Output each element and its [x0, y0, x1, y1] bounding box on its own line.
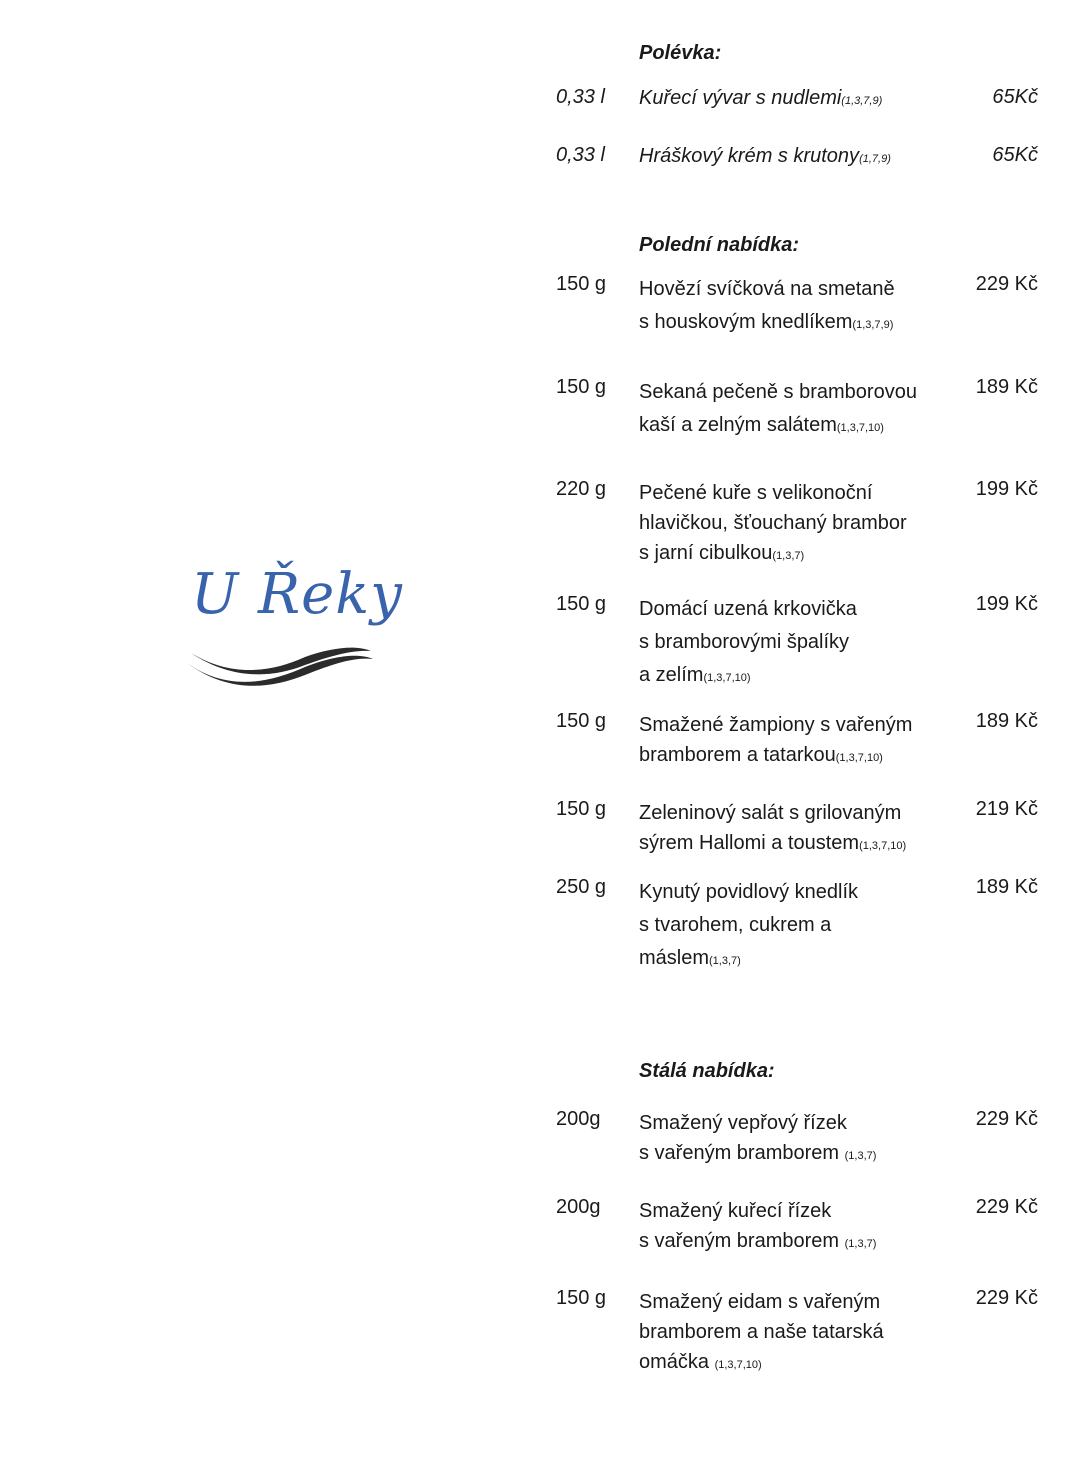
item-allergens: (1,3,7) — [844, 1150, 877, 1162]
restaurant-logo — [185, 560, 403, 700]
item-price: 189 Kč — [975, 876, 1038, 898]
item-name: Smažený kuřecí řízek s vařeným bramborem (1,3,7) — [639, 1200, 877, 1252]
logo-text: U Řeky — [191, 562, 403, 627]
item-allergens: (1,3,7,10) — [703, 672, 751, 684]
item-allergens: (1,3,7) — [772, 550, 805, 562]
item-allergens: (1,3,7,9) — [841, 95, 883, 107]
item-quantity: 200g — [556, 1196, 601, 1218]
wave-icon — [185, 645, 375, 695]
lunch-section-title: Polední nabídka: — [639, 234, 800, 256]
item-name: Hovězí svíčková na smetaně s houskovým knedlíkem(1,3,7,9) — [639, 278, 895, 333]
item-allergens: (1,3,7,9) — [852, 319, 894, 331]
item-allergens: (1,3,7,10) — [836, 422, 884, 434]
item-price: 229 Kč — [975, 273, 1038, 295]
item-quantity: 200g — [556, 1108, 601, 1130]
item-price: 189 Kč — [975, 710, 1038, 732]
item-allergens: (1,3,7) — [844, 1238, 877, 1250]
item-name: Kynutý povidlový knedlík s tvarohem, cukrem a máslem(1,3,7) — [639, 881, 859, 969]
item-quantity: 0,33 l — [556, 144, 605, 166]
item-allergens: (1,3,7) — [709, 955, 741, 967]
item-name: Pečené kuře s velikonoční hlavičkou, šťouchaný brambor s jarní cibulkou(1,3,7) — [639, 482, 907, 564]
soup-section-title: Polévka: — [639, 42, 722, 64]
item-quantity: 0,33 l — [556, 86, 605, 108]
item-quantity: 220 g — [556, 478, 607, 500]
item-quantity: 150 g — [556, 593, 607, 615]
item-price: 229 Kč — [975, 1108, 1038, 1130]
item-quantity: 150 g — [556, 710, 607, 732]
item-allergens: (1,3,7,10) — [714, 1359, 762, 1371]
item-quantity: 150 g — [556, 798, 607, 820]
item-price: 65Kč — [992, 86, 1038, 108]
item-price: 229 Kč — [975, 1287, 1038, 1309]
item-price: 229 Kč — [975, 1196, 1038, 1218]
item-allergens: (1,7,9) — [859, 153, 891, 165]
item-quantity: 250 g — [556, 876, 607, 898]
item-allergens: (1,3,7,10) — [859, 840, 907, 852]
item-name: Sekaná pečeně s bramborovou kaší a zelným salátem(1,3,7,10) — [639, 381, 917, 436]
item-name: Hráškový krém s krutony(1,7,9) — [639, 145, 891, 167]
item-price: 65Kč — [992, 144, 1038, 166]
item-name: Domácí uzená krkovička s bramborovými špalíky a zelím(1,3,7,10) — [639, 598, 857, 686]
item-price: 199 Kč — [975, 593, 1038, 615]
standard-section-title: Stálá nabídka: — [639, 1060, 775, 1082]
item-name: Smažený vepřový řízek s vařeným bramborem (1,3,7) — [639, 1112, 877, 1164]
item-quantity: 150 g — [556, 376, 607, 398]
item-quantity: 150 g — [556, 1287, 607, 1309]
item-name: Kuřecí vývar s nudlemi(1,3,7,9) — [639, 87, 883, 109]
item-name: Zeleninový salát s grilovaným sýrem Hallomi a toustem(1,3,7,10) — [639, 802, 907, 854]
item-price: 219 Kč — [975, 798, 1038, 820]
item-quantity: 150 g — [556, 273, 607, 295]
item-price: 199 Kč — [975, 478, 1038, 500]
item-price: 189 Kč — [975, 376, 1038, 398]
item-name: Smažené žampiony s vařeným bramborem a tatarkou(1,3,7,10) — [639, 714, 913, 766]
item-allergens: (1,3,7,10) — [835, 752, 883, 764]
item-name: Smažený eidam s vařeným bramborem a naše tatarská omáčka (1,3,7,10) — [639, 1291, 884, 1373]
